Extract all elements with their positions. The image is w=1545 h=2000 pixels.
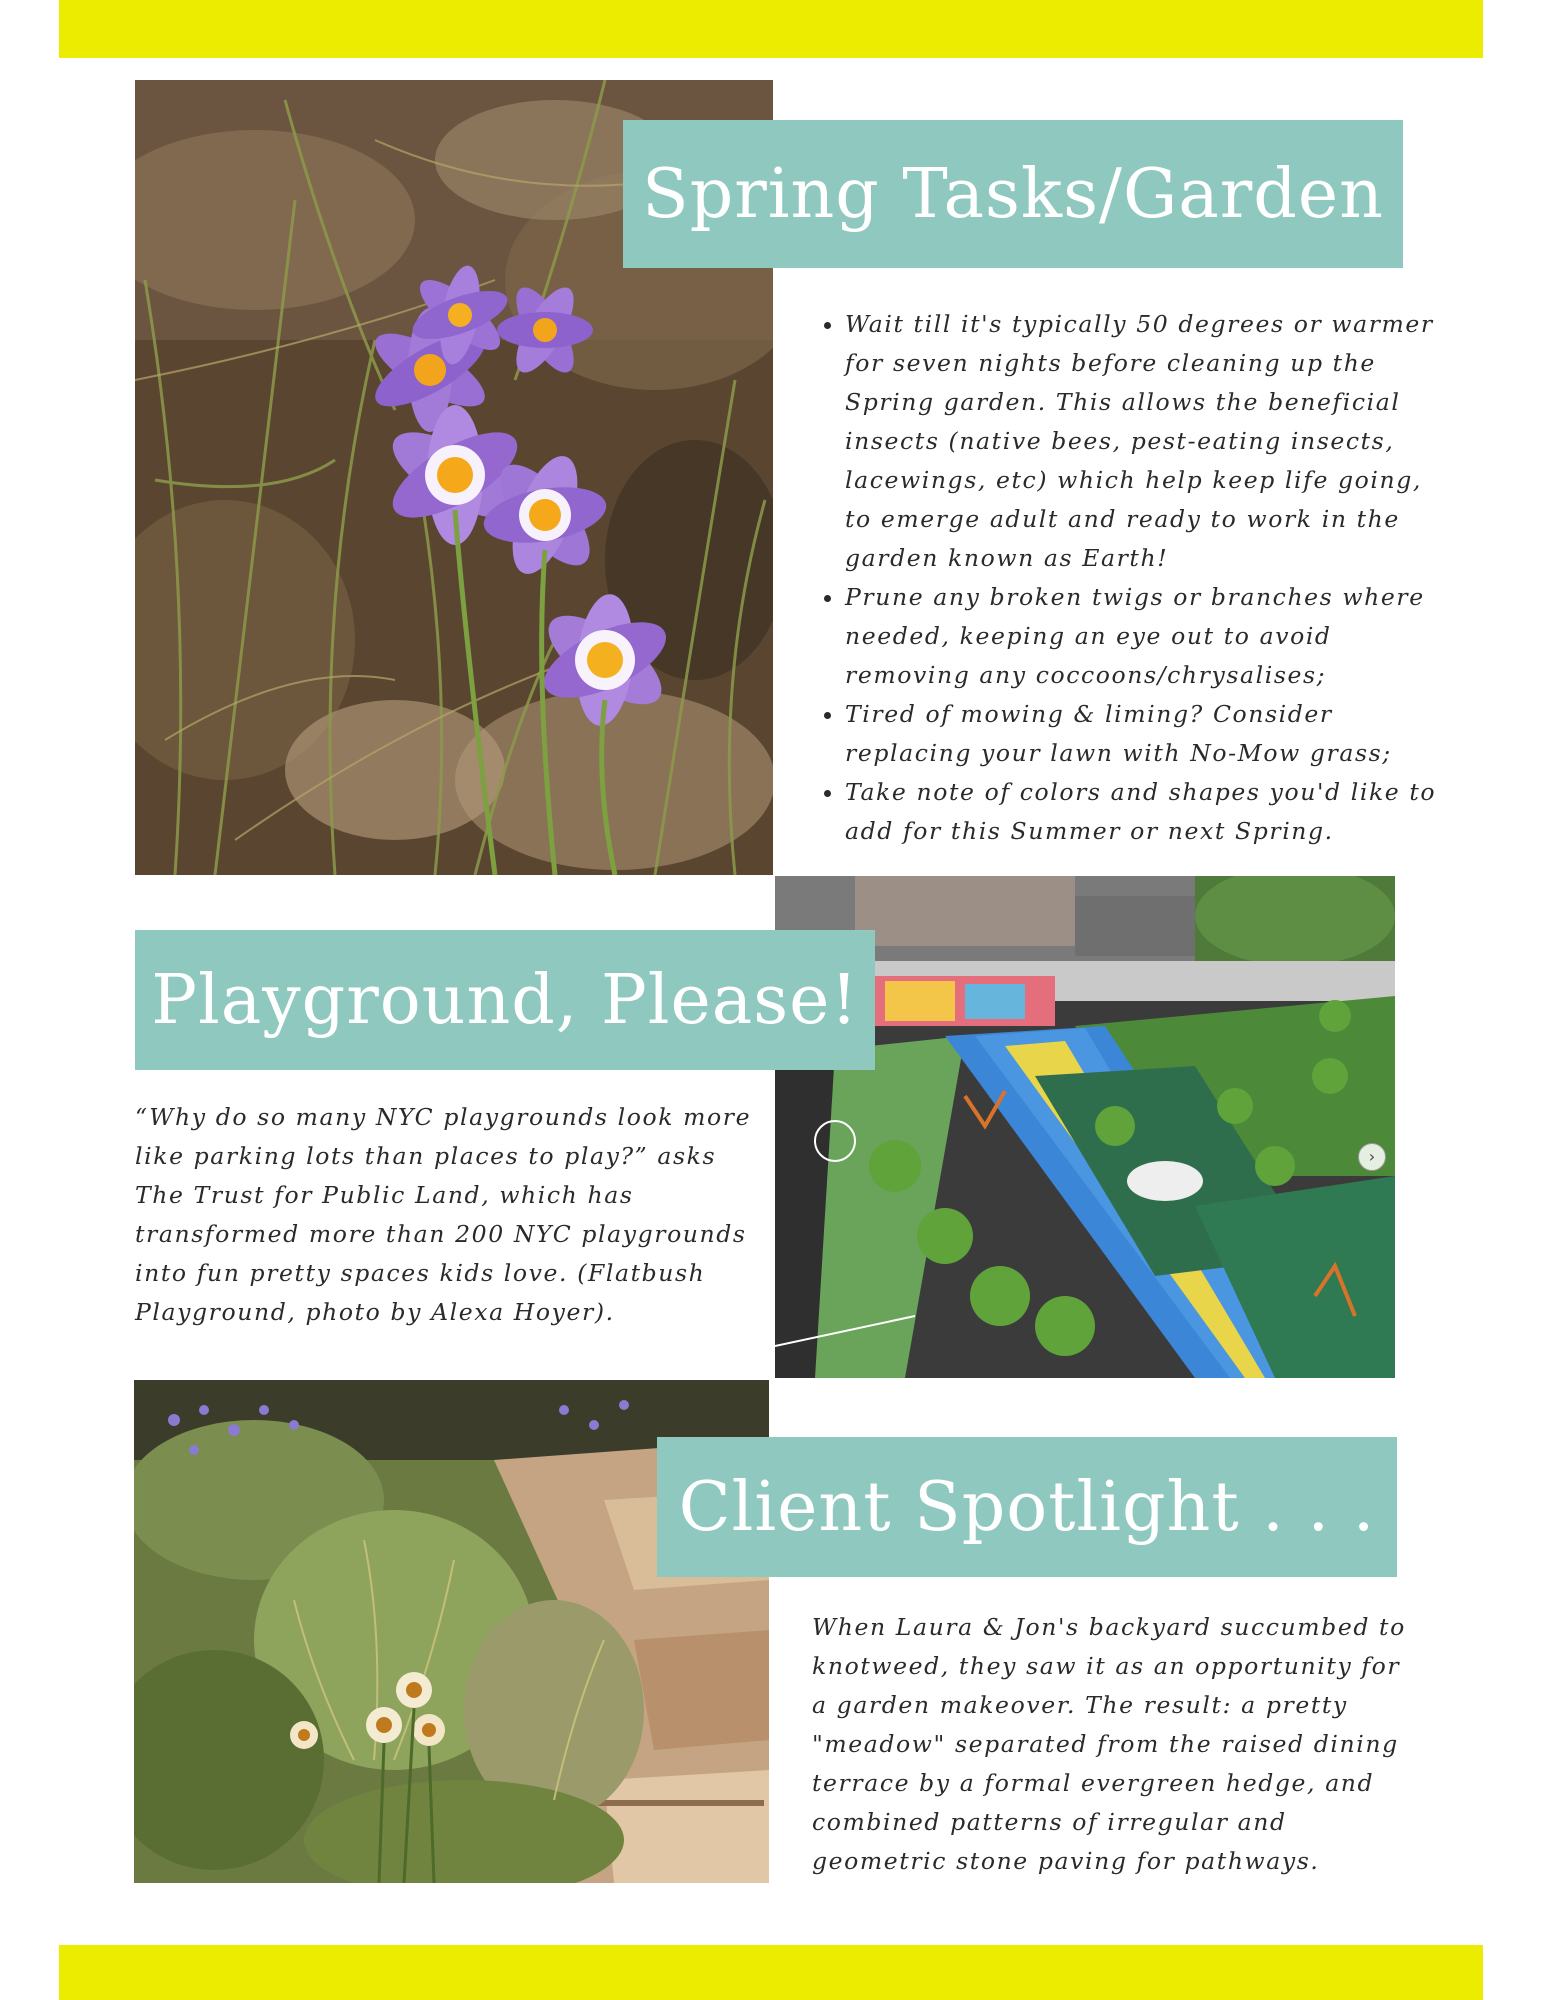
list-item: • Wait till it's typically 50 degrees or warmer for seven nights before cleaning up the Spring garden. This allows the beneficial insects (native bees, pest-eating insects, lacewings, etc) which help keep life going, to emerge adult and ready to work in the garden known as Earth! — [845, 305, 1445, 578]
spring-tasks-list — [813, 305, 1445, 851]
list-item: • Prune any broken twigs or branches where needed, keeping an eye out to avoid removing any coccoons/chrysalises; — [845, 578, 1445, 695]
client-spotlight-body: When Laura & Jon's backyard succumbed to knotweed, they saw it as an opportunity for a garden makeover. The result: a pretty "meadow" separated from the raised dining terrace by a formal evergreen hedge, and combined patterns of irregular and geometric stone paving for pathways. — [812, 1613, 1406, 1875]
list-item: • Take note of colors and shapes you'd like to add for this Summer or next Spring. — [845, 773, 1445, 851]
top-accent-bar — [59, 0, 1483, 58]
bottom-accent-bar — [59, 1945, 1483, 2000]
chevron-right-icon[interactable]: › — [1358, 1143, 1386, 1171]
spring-tasks-banner — [623, 120, 1403, 268]
client-spotlight-banner — [657, 1437, 1397, 1577]
client-spotlight-title: Client Spotlight . . . — [678, 1467, 1376, 1547]
playground-title: Playground, Please! — [151, 960, 859, 1040]
playground-banner — [135, 930, 875, 1070]
spring-tasks-title: Spring Tasks/Garden — [642, 154, 1384, 234]
list-item: • Tired of mowing & liming? Consider replacing your lawn with No-Mow grass; — [845, 695, 1445, 773]
playground-body: “Why do so many NYC playgrounds look more like parking lots than places to play?” asks The Trust for Public Land, which has transformed more than 200 NYC playgrounds into fun pretty spaces kids love. (Flatbush Playground, photo by Alexa Hoyer). — [135, 1103, 752, 1326]
